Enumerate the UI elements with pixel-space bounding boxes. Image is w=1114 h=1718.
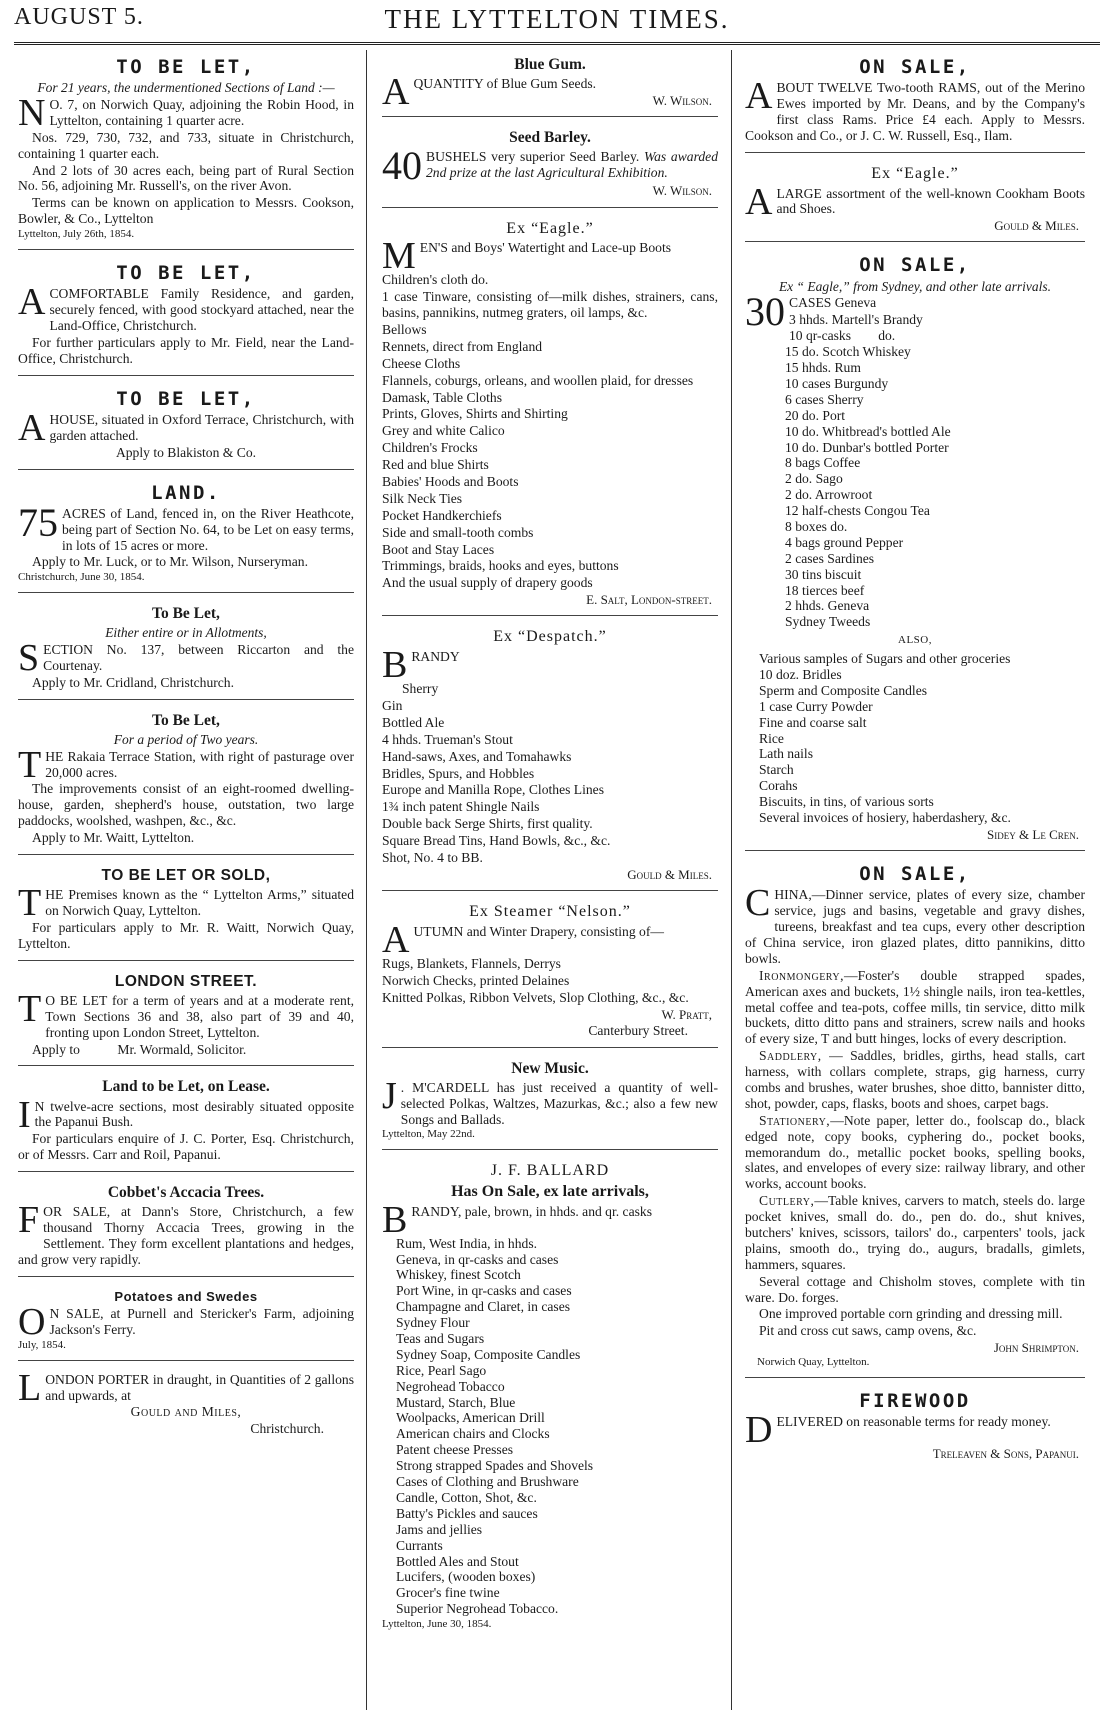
advert-ex-eagle-drapery (382, 214, 718, 617)
list-item: Starch (759, 762, 794, 778)
advert-body: HINA,—Dinner service, plates of every size, chamber service, jugs and basins, vegetable and gravy dishes, tureens, breakfast and tea cups, every other description of China service, iron glazed plates, ditto pannikins, ditto bowls. (745, 887, 1085, 966)
advert-body: ACRES of Land, fenced in, on the River Heathcote, being part of Section No. 64, to be Let on easy terms, in lots of 15 acres or more. (62, 505, 354, 553)
list-item: Flannels, coburgs, orleans, and woollen plaid, for dresses (382, 372, 694, 388)
drop-cap: F (18, 1199, 40, 1242)
drop-cap: C (745, 882, 771, 925)
list-item: Corahs (759, 778, 798, 794)
advert-body: O BE LET for a term of years and at a moderate rent, Town Sections 36 and 38, also part of 39 and 40, fronting upon London Street, Lyttelton. (45, 992, 354, 1040)
advert-heading: ON SALE, (859, 56, 971, 78)
list-item: Red and blue Shirts (382, 457, 489, 473)
list-item: 6 cases Sherry (785, 391, 864, 407)
list-item: Bellows (382, 321, 427, 337)
advert-heading: To Be Let, (152, 711, 220, 729)
list-item: Square Bread Tins, Hand Bowls, &c., &c. (382, 833, 611, 849)
list-item: Currants (396, 1537, 443, 1553)
list-item: Gin (382, 698, 403, 713)
list-item: Rice, Pearl Sago (396, 1362, 487, 1378)
list-item: Superior Negrohead Tobacco. (396, 1601, 559, 1617)
advert-heading: TO BE LET, (116, 56, 256, 78)
item-list (745, 312, 1085, 630)
advert-london-porter (18, 1367, 354, 1446)
advert-london-street (18, 967, 354, 1067)
advert-heading: Ex “Eagle.” (506, 219, 594, 237)
list-item: 10 qr-casks do. (789, 328, 896, 344)
drop-cap: A (382, 918, 410, 961)
advert-heading: Potatoes and Swedes (114, 1288, 258, 1304)
advert-subheading: For a period of Two years. (113, 731, 259, 747)
section-label: Saddlery, (759, 1048, 822, 1064)
advert-body: O. 7, on Norwich Quay, adjoining the Robin Hood, in Lyttelton, containing 1 quarter acre. (49, 97, 354, 128)
list-item: 1 case Curry Powder (759, 698, 873, 714)
advert-body: Terms can be known on application to Messrs. Cookson, Bowler, & Co., Lyttelton (18, 195, 354, 227)
advert-body: Mr. Wormald, Solicitor. (117, 1041, 247, 1057)
advert-heading: Ex “Eagle.” (871, 164, 959, 182)
drop-cap: A (18, 281, 46, 324)
section-label: Cutlery, (759, 1193, 815, 1209)
list-item: Hand-saws, Axes, and Tomahawks (382, 748, 572, 764)
list-item: Rice (759, 730, 784, 746)
issue-date: AUGUST 5. (14, 4, 144, 30)
list-item: 2 hhds. Geneva (785, 598, 870, 614)
list-item: 1¾ inch patent Shingle Nails (382, 799, 540, 815)
advert-subheading: For 21 years, the undermentioned Sections of Land :— (37, 80, 335, 96)
list-item: Sperm and Composite Candles (759, 682, 928, 698)
advert-body: For particulars apply to Mr. R. Waitt, Norwich Quay, Lyttelton. (18, 919, 354, 951)
advert-body: QUANTITY of Blue Gum Seeds. (413, 76, 597, 92)
list-item: Babies' Hoods and Boots (382, 473, 519, 489)
advert-signature: John Shrimpton. (993, 1340, 1079, 1356)
list-item: 15 do. Scotch Whiskey (785, 344, 911, 360)
advert-rakaia-station (18, 706, 354, 855)
column-1 (18, 50, 354, 1451)
advert-body: —Foster's double strapped spades, American axes and buckets, 1½ shingle nails, iron tea-kettles, metal coffee and tea-pots, coffee mills, tin service, ditto milk buckets, ditto ditto pans and strainers, screw nails and hooks of every size, T and butt hinges, locks of every description. (745, 967, 1085, 1047)
item-list (382, 272, 718, 591)
advert-body: Pit and cross cut saws, camp ovens, &c. (759, 1323, 977, 1339)
advert-heading: LAND. (151, 481, 221, 504)
drop-cap: M (382, 235, 416, 278)
list-item: 10 cases Burgundy (785, 375, 889, 391)
advert-body: CASES Geneva (789, 295, 877, 311)
drop-cap: 30 (745, 289, 785, 335)
advert-body: OR SALE, at Dann's Store, Christchurch, a few thousand Thorny Accacia Trees, growing in the Settlement. They form excellent plantations and hedges, and grow very rapidly. (18, 1204, 354, 1267)
advert-signature: W. Wilson. (652, 183, 712, 199)
advert-body: —Table knives, carvers to match, steels do. large pocket knives, small do. do., pen do. do., shut knives, butchers' knives, scissors, tailors' do., carpenters' tools, jack plains, smooth do., trying do., augurs, bradalls, gimlets, hammers, squares. (745, 1193, 1085, 1272)
drop-cap: 40 (382, 143, 422, 189)
drop-cap: 75 (18, 499, 58, 545)
advert-heading: New Music. (511, 1059, 589, 1077)
advert-heading: FIREWOOD (859, 1390, 971, 1413)
advert-body: Several cottage and Chisholm stoves, complete with tin ware. Do. forges. (745, 1273, 1085, 1305)
advert-body: HOUSE, situated in Oxford Terrace, Christchurch, with garden attached. (49, 411, 354, 443)
section-label: Ironmongery, (759, 967, 845, 983)
list-item: Various samples of Sugars and other groceries (759, 651, 1011, 667)
list-item: Norwich Checks, printed Delaines (382, 972, 570, 988)
column-3 (745, 50, 1085, 1476)
list-item: Lath nails (759, 746, 813, 762)
header-rule (14, 42, 1100, 47)
advert-body: RANDY, pale, brown, in hhds. and qr. casks (411, 1203, 652, 1219)
list-item: 10 do. Dunbar's bottled Porter (785, 439, 949, 455)
advert-date: Lyttelton, May 22nd. (382, 1128, 475, 1141)
advert-body: Was awarded 2nd prize at the last Agricultural Exhibition. (426, 149, 718, 181)
advert-signature: E. Salt, London-street. (586, 592, 712, 608)
list-item: 30 tins biscuit (785, 566, 862, 582)
advert-body: BUSHELS very superior Seed Barley. (426, 149, 640, 165)
list-item: 2 do. Sago (785, 471, 843, 487)
advert-body: Apply to Blakiston & Co. (115, 444, 257, 460)
list-item: 10 do. Whitbread's bottled Ale (785, 423, 951, 439)
list-item: Prints, Gloves, Shirts and Shirting (382, 406, 568, 422)
advert-signature: Sidey & Le Cren. (987, 826, 1079, 842)
list-item: 20 do. Port (785, 407, 846, 423)
list-item: 8 bags Coffee (785, 455, 861, 471)
advert-body: ONDON PORTER in draught, in Quantities of 2 gallons and upwards, at (45, 1371, 354, 1403)
advert-body: BOUT TWELVE Two-tooth RAMS, out of the Merino Ewes imported by Mr. Deans, and by the Company's first class Rams. Price £4 each. Apply to Messrs. Cookson and Co., or J. C. W. Russell, Esq., Ilam. (745, 80, 1085, 143)
advert-ex-eagle-spirits (745, 248, 1085, 851)
list-item: Grey and white Calico (382, 423, 505, 439)
drop-cap: I (18, 1093, 31, 1136)
list-item: Children's Frocks (382, 440, 478, 456)
advert-body: COMFORTABLE Family Residence, and garden, securely fenced, with good stockyard attached, near the Land-Office, Christchurch. (49, 286, 354, 333)
advert-body: Nos. 729, 730, 732, and 733, situate in Christchurch, containing 1 quarter each. (18, 129, 354, 161)
advert-heading: Ex “Despatch.” (493, 628, 607, 646)
list-item: 8 boxes do. (785, 518, 848, 534)
drop-cap: A (382, 71, 410, 114)
advert-signature: Treleaven & Sons, Papanui. (932, 1446, 1079, 1462)
advert-cookham-boots (745, 159, 1085, 243)
list-item: Champagne and Claret, in cases (396, 1299, 571, 1315)
advert-body: One improved portable corn grinding and dressing mill. (759, 1306, 1063, 1322)
advert-blue-gum (382, 50, 718, 117)
advert-body: The improvements consist of an eight-roomed dwelling-house, garden, shepherd's house, outstation, two large paddocks, woolshed, washpen, &c., &c. (18, 781, 354, 829)
item-list (382, 1236, 718, 1617)
list-item: Europe and Manilla Rope, Clothes Lines (382, 782, 604, 798)
list-item: Cheese Cloths (382, 355, 461, 371)
drop-cap: A (18, 406, 46, 449)
advert-lease (18, 1072, 354, 1172)
advert-body: Apply to (32, 1041, 80, 1057)
list-item: Rum, West India, in hhds. (396, 1235, 538, 1251)
drop-cap: T (18, 882, 42, 925)
list-item: Negrohead Tobacco (396, 1378, 505, 1394)
advert-date: Lyttelton, June 30, 1854. (382, 1618, 492, 1631)
advert-heading: Land to be Let, on Lease. (102, 1078, 270, 1096)
list-item: Shot, No. 4 to BB. (382, 850, 483, 866)
advert-subheading: Has On Sale, ex late arrivals, (451, 1182, 649, 1200)
advert-date: Norwich Quay, Lyttelton. (757, 1356, 870, 1369)
drop-cap: J (382, 1074, 397, 1117)
advert-body: UTUMN and Winter Drapery, consisting of— (413, 923, 664, 939)
item-list (382, 956, 718, 1006)
advert-heading: TO BE LET OR SOLD, (101, 867, 271, 885)
advert-body: ELIVERED on reasonable terms for ready money. (776, 1414, 1051, 1430)
list-item: Strong strapped Spades and Shovels (396, 1458, 594, 1474)
list-item: 15 hhds. Rum (785, 360, 861, 376)
advert-body: LARGE assortment of the well-known Cookham Boots and Shoes. (776, 185, 1085, 217)
list-item: 18 tierces beef (785, 582, 865, 598)
list-item: Jams and jellies (396, 1521, 483, 1537)
list-item: Silk Neck Ties (382, 490, 463, 506)
advert-body: RANDY (411, 649, 460, 665)
list-item: Children's cloth do. (382, 272, 489, 288)
advert-heading: LONDON STREET. (114, 972, 258, 990)
list-item: 2 do. Arrowroot (785, 487, 873, 503)
advert-body: HE Rakaia Terrace Station, with right of pasturage over 20,000 acres. (45, 748, 354, 780)
list-item: 1 case Tinware, consisting of—milk dishes, strainers, cans, basins, pannikins, nutmeg graters, oil lamps, &c. (382, 289, 718, 321)
drop-cap: S (18, 637, 40, 680)
advert-date: Christchurch, June 30, 1854. (18, 571, 145, 584)
list-item: 4 bags ground Pepper (785, 534, 904, 550)
list-item: Pocket Handkerchiefs (382, 507, 502, 523)
advert-body: . M'CARDELL has just received a quantity of well-selected Polkas, Waltzes, Mazurkas, &c.; also a few new Songs and Ballads. (400, 1079, 718, 1127)
advert-subheading: Ex “ Eagle,” from Sydney, and other late arrivals. (778, 278, 1052, 294)
drop-cap: A (745, 75, 773, 118)
list-item: Bridles, Spurs, and Hobbles (382, 765, 535, 781)
list-item: Geneva, in qr-casks and cases (396, 1251, 559, 1267)
advert-signature: W. Pratt, (661, 1006, 712, 1022)
advert-body: —Note paper, letter do., foolscap do., black edged note, copy books, cyphering do., pocket books, memorandum do., metallic pocket books, spelling books, slates, and envelopes of every size: railway library, and other works, account books. (745, 1112, 1085, 1192)
list-item: Lucifers, (wooden boxes) (396, 1569, 536, 1585)
advert-potatoes (18, 1283, 354, 1361)
advert-signature: Gould & Miles. (994, 218, 1079, 234)
list-item: 4 hhds. Trueman's Stout (382, 731, 513, 747)
list-item: Cases of Clothing and Brushware (396, 1474, 579, 1490)
drop-cap: N (18, 92, 46, 134)
advert-heading: Cobbet's Accacia Trees. (107, 1184, 265, 1202)
advert-signature: Christchurch. (250, 1421, 324, 1437)
list-item: Side and small-tooth combs (382, 524, 534, 540)
list-item: Boot and Stay Laces (382, 541, 495, 557)
list-item: 3 hhds. Martell's Brandy (789, 312, 923, 328)
list-item: Rennets, direct from England (382, 338, 543, 354)
advert-body: For particulars enquire of J. C. Porter, Esq. Christchurch, or of Messrs. Carr and Roil, Papanui. (18, 1131, 354, 1163)
list-item: Teas and Sugars (396, 1331, 485, 1347)
drop-cap: T (18, 743, 42, 786)
drop-cap: O (18, 1300, 46, 1343)
advert-body: Apply to Mr. Luck, or to Mr. Wilson, Nurseryman. (32, 554, 308, 570)
advert-body: N SALE, at Purnell and Stericker's Farm, adjoining Jackson's Ferry. (49, 1305, 354, 1337)
drop-cap: B (382, 644, 408, 687)
list-item: Patent cheese Presses (396, 1442, 514, 1458)
advert-heading: ON SALE, (859, 254, 971, 277)
advert-heading: TO BE LET, (116, 261, 256, 284)
advert-subheading: ALSO, (898, 634, 932, 647)
list-item: Mustard, Starch, Blue (396, 1394, 516, 1410)
advert-house (18, 382, 354, 470)
advert-signature: W. Wilson. (652, 93, 712, 109)
list-item: 2 cases Sardines (785, 550, 875, 566)
list-item: 10 doz. Bridles (759, 666, 842, 682)
advert-heading: Seed Barley. (509, 129, 591, 147)
column-divider (731, 50, 732, 1710)
drop-cap: T (18, 987, 42, 1030)
list-item: Batty's Pickles and sauces (396, 1505, 538, 1521)
item-list (745, 651, 1085, 826)
advert-rams (745, 50, 1085, 153)
advert-signature: Canterbury Street. (588, 1022, 688, 1038)
advert-ballard (382, 1156, 718, 1639)
advert-date: Lyttelton, July 26th, 1854. (18, 228, 135, 241)
newspaper-title: THE LYTTELTON TIMES. (384, 4, 730, 34)
advert-signature: Gould & Miles. (627, 866, 712, 882)
advert-china-ironmongery (745, 857, 1085, 1378)
list-item: Biscuits, in tins, of various sorts (759, 794, 934, 810)
drop-cap: A (745, 180, 773, 223)
advert-subheading: Either entire or in Allotments, (105, 625, 267, 641)
list-item: American chairs and Clocks (396, 1426, 550, 1442)
advert-body: N twelve-acre sections, most desirably situated opposite the Papanui Bush. (34, 1098, 354, 1130)
list-item: Rugs, Blankets, Flannels, Derrys (382, 955, 561, 971)
advert-seed-barley (382, 123, 718, 207)
advert-heading: To Be Let, (152, 605, 220, 623)
list-item: Bottled Ale (382, 714, 445, 730)
advert-firewood (745, 1384, 1085, 1469)
advert-heading: J. F. BALLARD (490, 1162, 610, 1180)
list-item: Sherry (402, 681, 439, 697)
page-header (0, 0, 1114, 46)
column-2 (382, 50, 718, 1645)
advert-body: Apply to Mr. Cridland, Christchurch. (32, 674, 235, 690)
advert-body: For further particulars apply to Mr. Field, near the Land-Office, Christchurch. (18, 334, 354, 366)
advert-heading: Blue Gum. (514, 56, 586, 73)
advert-date: July, 1854. (18, 1338, 66, 1351)
advert-body: And 2 lots of 30 acres each, being part of Rural Section No. 56, adjoining Mr. Russell's, on the river Avon. (18, 162, 354, 194)
advert-body: — Saddles, bridles, girths, head stalls, cart harness, with collars complete, straps, gig harness, curry combs and brushes, water brushes, shoe ditto, bannister ditto, shot, powder, caps, flasks, boots and shoes, carpet bags. (745, 1048, 1085, 1111)
advert-body: Apply to Mr. Waitt, Lyttelton. (32, 830, 195, 846)
advert-heading: ON SALE, (859, 863, 971, 886)
drop-cap: L (18, 1366, 42, 1409)
advert-to-be-let-sections (18, 50, 354, 250)
list-item: Sydney Flour (396, 1315, 470, 1331)
list-item: Grocer's fine twine (396, 1585, 500, 1601)
advert-lyttelton-arms (18, 861, 354, 961)
list-item: 12 half-chests Congou Tea (785, 503, 930, 519)
advert-heading: TO BE LET, (116, 387, 256, 410)
advert-ex-nelson (382, 897, 718, 1047)
list-item: Sydney Soap, Composite Candles (396, 1346, 581, 1362)
advert-accacia (18, 1178, 354, 1277)
list-item: Several invoices of hosiery, haberdashery, &c. (759, 809, 1011, 825)
list-item: Woolpacks, American Drill (396, 1410, 545, 1426)
list-item: Port Wine, in qr-casks and cases (396, 1283, 572, 1299)
drop-cap: B (382, 1198, 408, 1241)
advert-body: ECTION No. 137, between Riccarton and the Courtenay. (43, 642, 354, 673)
column-divider (366, 50, 367, 1710)
list-item: Whiskey, finest Scotch (396, 1267, 521, 1283)
section-label: Stationery, (759, 1112, 831, 1128)
advert-residence (18, 256, 354, 376)
list-item: Trimmings, braids, hooks and eyes, buttons (382, 558, 619, 574)
advert-land (18, 476, 354, 594)
list-item: Bottled Ales and Stout (396, 1553, 519, 1569)
list-item: Damask, Table Cloths (382, 389, 502, 405)
list-item: Candle, Cotton, Shot, &c. (396, 1489, 537, 1505)
advert-signature: Gould and Miles, (130, 1404, 242, 1420)
list-item: Double back Serge Shirts, first quality. (382, 816, 593, 832)
list-item: Sydney Tweeds (785, 614, 871, 630)
advert-new-music (382, 1054, 718, 1151)
advert-section-137 (18, 599, 354, 700)
item-list (382, 681, 718, 866)
advert-heading: Ex Steamer “Nelson.” (469, 903, 631, 921)
list-item: Knitted Polkas, Ribbon Velvets, Slop Clothing, &c., &c. (382, 989, 689, 1005)
advert-body: EN'S and Boys' Watertight and Lace-up Boots (419, 240, 672, 256)
advert-ex-despatch (382, 622, 718, 891)
list-item: Fine and coarse salt (759, 714, 867, 730)
list-item: And the usual supply of drapery goods (382, 575, 593, 591)
drop-cap: D (745, 1409, 773, 1452)
advert-body: HE Premises known as the “ Lyttelton Arms,” situated on Norwich Quay, Lyttelton. (45, 887, 354, 919)
